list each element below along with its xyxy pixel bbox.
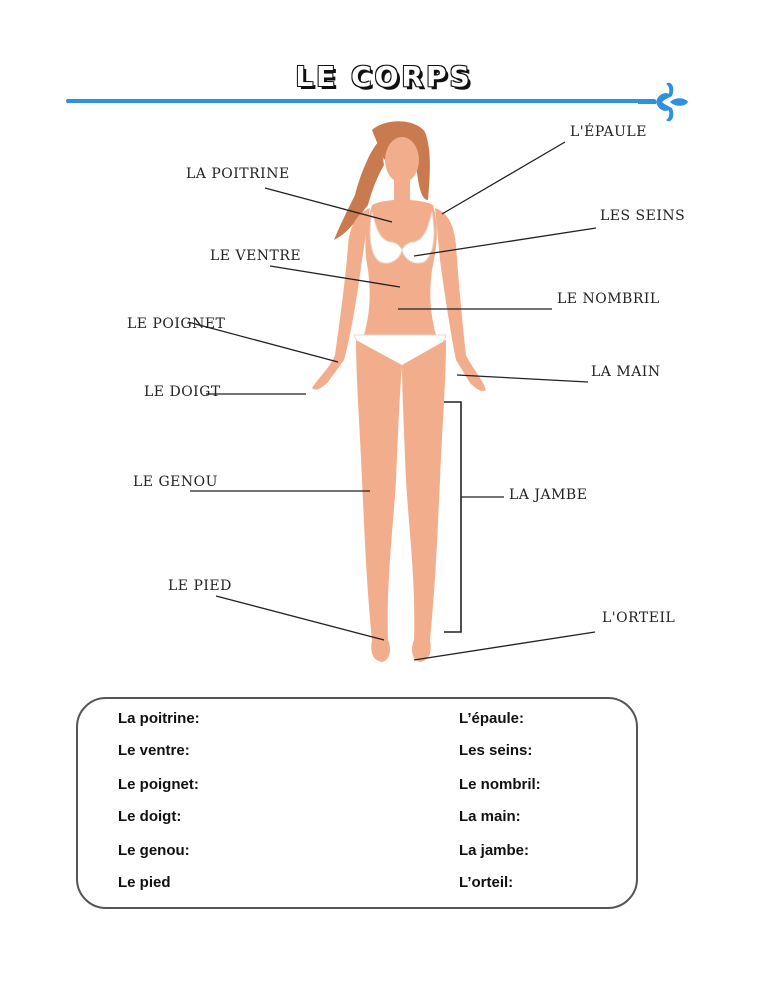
- head: [385, 137, 419, 183]
- worksheet-left-2: Le ventre:: [118, 742, 190, 759]
- left-leg: [356, 340, 402, 662]
- torso: [364, 200, 437, 335]
- label-l-epaule: L'ÉPAULE: [570, 124, 647, 140]
- neck: [394, 178, 410, 200]
- page-title: LE CORPS: [295, 60, 473, 93]
- label-le-pied: LE PIED: [168, 578, 232, 594]
- line-epaule: [442, 142, 565, 214]
- label-les-seins: LES SEINS: [600, 208, 686, 224]
- label-la-jambe: LA JAMBE: [509, 487, 588, 503]
- label-l-orteil: L'ORTEIL: [602, 610, 676, 626]
- right-leg: [402, 340, 446, 662]
- label-la-poitrine: LA POITRINE: [186, 166, 290, 182]
- worksheet-right-2: Les seins:: [459, 742, 533, 759]
- worksheet-right-6: L’orteil:: [459, 874, 514, 891]
- worksheet-right-5: La jambe:: [459, 842, 530, 859]
- worksheet-right-1: L’épaule:: [459, 710, 525, 727]
- label-le-poignet: LE POIGNET: [127, 316, 226, 332]
- leg-bracket: [444, 402, 461, 632]
- label-le-ventre: LE VENTRE: [210, 248, 302, 264]
- worksheet-right-4: La main:: [459, 808, 521, 825]
- label-le-nombril: LE NOMBRIL: [557, 291, 660, 307]
- label-le-genou: LE GENOU: [133, 474, 218, 490]
- line-orteil: [414, 632, 595, 660]
- line-pied: [216, 596, 384, 640]
- worksheet-left-3: Le poignet:: [118, 776, 199, 793]
- worksheet-left-6: Le pied: [118, 874, 171, 891]
- worksheet-left-4: Le doigt:: [118, 808, 182, 825]
- worksheet-left-1: La poitrine:: [118, 710, 200, 727]
- worksheet-right-3: Le nombril:: [459, 776, 541, 793]
- label-la-main: LA MAIN: [591, 364, 661, 380]
- worksheet-left-5: Le genou:: [118, 842, 190, 859]
- label-le-doigt: LE DOIGT: [144, 384, 221, 400]
